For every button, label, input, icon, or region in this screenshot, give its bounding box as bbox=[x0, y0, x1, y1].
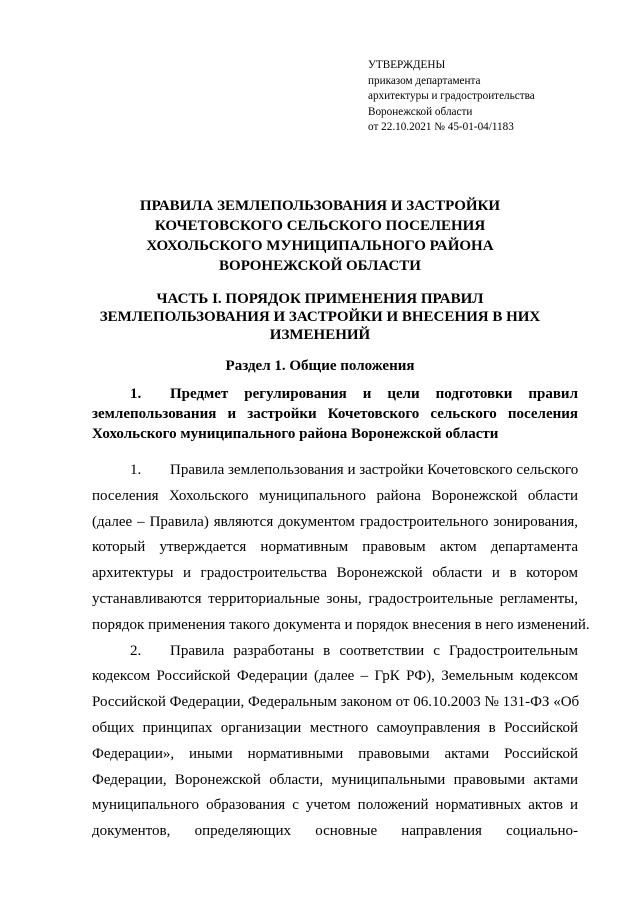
paragraph-line: поселения Хохольского муниципального района Воронежской области bbox=[92, 487, 578, 504]
paragraph-text: Правила разработаны в соответствии с Градостроительным bbox=[170, 642, 578, 659]
approval-block bbox=[368, 58, 628, 136]
part-title-line: ЧАСТЬ I. ПОРЯДОК ПРИМЕНЕНИЯ ПРАВИЛ bbox=[156, 291, 484, 307]
paragraph-line: (далее – Правила) являются документом градостроительного зонирования, bbox=[92, 513, 578, 530]
approval-heading: УТВЕРЖДЕНЫ bbox=[368, 59, 446, 71]
paragraph-line bbox=[92, 639, 578, 665]
approval-line: Воронежской области bbox=[368, 105, 473, 118]
article-heading bbox=[92, 384, 578, 444]
document-body bbox=[92, 458, 590, 845]
paragraph-number: 1. bbox=[130, 462, 142, 478]
title-line: ВОРОНЕЖСКОЙ ОБЛАСТИ bbox=[219, 258, 421, 274]
paragraph bbox=[92, 639, 578, 845]
article-heading-text: Предмет регулирования и цели подготовки правил bbox=[170, 386, 578, 402]
paragraph bbox=[92, 458, 590, 639]
paragraph-line: порядок применения такого документа и порядок внесения в него изменений. bbox=[92, 616, 590, 633]
paragraph-line: муниципального образования с учетом положений нормативных актов и bbox=[92, 797, 578, 814]
paragraph-line: общих принципах организации местного самоуправления в Российской bbox=[92, 719, 578, 736]
paragraph-line: Федерации, Воронежской области, муниципальными правовыми актами bbox=[92, 771, 578, 788]
part-title bbox=[60, 290, 580, 344]
article-heading-line: Хохольского муниципального района Воронежской области bbox=[92, 426, 499, 442]
paragraph-line bbox=[92, 458, 578, 484]
paragraph-text: Правила землепользования и застройки Кочетовского сельского bbox=[170, 462, 579, 478]
section-heading: Раздел 1. Общие положения bbox=[225, 358, 415, 374]
paragraph-line: Российской Федерации, Федеральным законом от 06.10.2003 № 131-ФЗ «Об bbox=[92, 694, 580, 711]
paragraph-line: который утверждается нормативным правовым актом департамента bbox=[92, 539, 578, 556]
paragraph-line: документов, определяющих основные направления социально- bbox=[92, 823, 578, 840]
approval-order-date: от 22.10.2021 № 45-01-04/1183 bbox=[368, 121, 514, 133]
approval-line: приказом департамента bbox=[368, 74, 481, 87]
title-line: КОЧЕТОВСКОГО СЕЛЬСКОГО ПОСЕЛЕНИЯ bbox=[154, 218, 486, 234]
paragraph-line: кодексом Российской Федерации (далее – ГрК РФ), Земельным кодексом bbox=[92, 668, 578, 685]
document-title bbox=[60, 196, 580, 276]
paragraph-line: архитектуры и градостроительства Воронежской области и в котором bbox=[92, 565, 578, 582]
approval-line: архитектуры и градостроительства bbox=[368, 90, 535, 102]
title-line: ХОХОЛЬСКОГО МУНИЦИПАЛЬНОГО РАЙОНА bbox=[146, 238, 494, 254]
article-number: 1. bbox=[130, 386, 142, 402]
paragraph-number: 2. bbox=[130, 642, 142, 659]
article-heading-line: землепользования и застройки Кочетовского сельского поселения bbox=[92, 406, 578, 422]
title-line: ПРАВИЛА ЗЕМЛЕПОЛЬЗОВАНИЯ И ЗАСТРОЙКИ bbox=[139, 198, 501, 214]
part-title-line: ЗЕМЛЕПОЛЬЗОВАНИЯ И ЗАСТРОЙКИ И ВНЕСЕНИЯ В НИХ bbox=[99, 309, 541, 325]
paragraph-line: Федерации», иными нормативными правовыми актами Российской bbox=[92, 745, 578, 762]
paragraph-line: устанавливаются территориальные зоны, градостроительные регламенты, bbox=[92, 590, 578, 607]
part-title-line: ИЗМЕНЕНИЙ bbox=[269, 327, 371, 343]
article-heading-line bbox=[92, 384, 578, 404]
